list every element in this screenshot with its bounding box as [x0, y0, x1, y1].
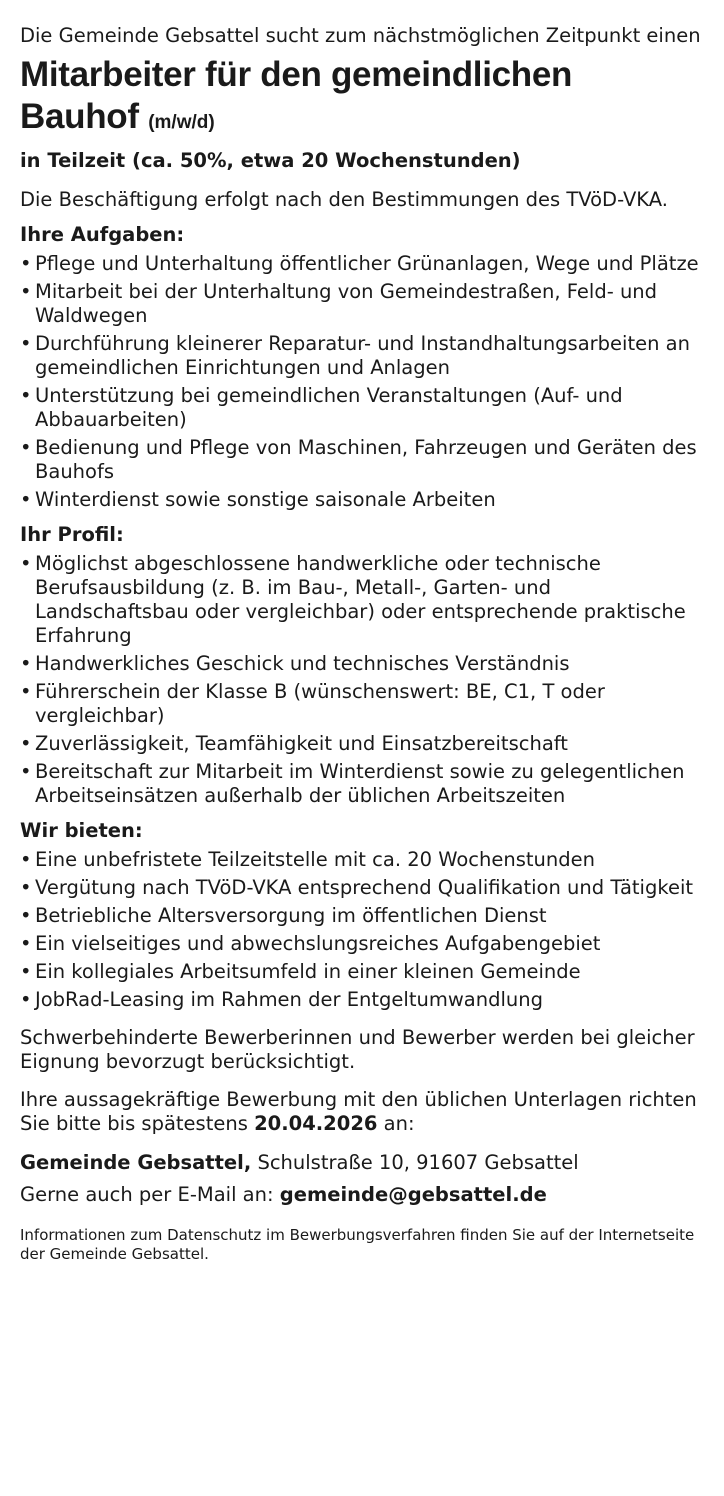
list-item: • Möglichst abgeschlossene handwerkliche oder technische Berufsausbildung (z. B. im Bau-, Metall-, Garten- und Landschaftsbau oder vergleichbar) oder entsprechende praktische Erfahrung	[20, 552, 708, 648]
job-title-line1: Mitarbeiter für den gemeindlichen	[20, 55, 573, 94]
application-text-end: an:	[383, 1112, 415, 1135]
application-text: Ihre aussagekräftige Bewerbung mit den üblichen Unterlagen richten Sie bitte bis spätestens	[20, 1088, 697, 1135]
list-item: • Führerschein der Klasse B (wünschenswert: BE, C1, T oder vergleichbar)	[20, 680, 708, 728]
intro-text: Die Gemeinde Gebsattel sucht zum nächstmöglichen Zeitpunkt einen	[20, 24, 701, 47]
application-deadline: 20.04.2026	[254, 1112, 378, 1135]
gender-suffix: (m/w/d)	[148, 112, 215, 133]
contact-email-line	[20, 1182, 708, 1208]
contact-name: Gemeinde Gebsattel,	[20, 1151, 252, 1174]
list-item: • Eine unbefristete Teilzeitstelle mit ca. 20 Wochenstunden	[20, 848, 708, 872]
tasks-heading: Ihre Aufgaben:	[20, 223, 185, 246]
list-item: • Bedienung und Pflege von Maschinen, Fahrzeugen und Geräten des Bauhofs	[20, 436, 708, 484]
list-item: • Handwerkliches Geschick und technisches Verständnis	[20, 652, 708, 676]
list-item: • Ein kollegiales Arbeitsumfeld in einer kleinen Gemeinde	[20, 960, 708, 984]
profile-heading: Ihr Profil:	[20, 523, 124, 546]
list-item: • Bereitschaft zur Mitarbeit im Winterdienst sowie zu gelegentlichen Arbeitseinsätzen außerhalb der üblichen Arbeitszeiten	[20, 760, 708, 808]
disability-note: Schwerbehinderte Bewerberinnen und Bewerber werden bei gleicher Eignung bevorzugt berücksichtigt.	[20, 1026, 695, 1073]
list-item: • Winterdienst sowie sonstige saisonale Arbeiten	[20, 488, 708, 512]
offer-heading: Wir bieten:	[20, 819, 143, 842]
list-item: • Unterstützung bei gemeindlichen Veranstaltungen (Auf- und Abbauarbeiten)	[20, 384, 708, 432]
list-item: • Mitarbeit bei der Unterhaltung von Gemeindestraßen, Feld- und Waldwegen	[20, 280, 708, 328]
job-title	[20, 54, 708, 144]
application-instructions	[20, 1088, 708, 1136]
offer-list	[20, 848, 708, 1012]
list-item: • Vergütung nach TVöD-VKA entsprechend Qualifikation und Tätigkeit	[20, 876, 708, 900]
list-item: • Betriebliche Altersversorgung im öffentlichen Dienst	[20, 904, 708, 928]
profile-list	[20, 552, 708, 808]
list-item: • JobRad-Leasing im Rahmen der Entgeltumwandlung	[20, 988, 708, 1012]
tasks-list	[20, 252, 708, 512]
list-item: • Ein vielseitiges und abwechslungsreiches Aufgabengebiet	[20, 932, 708, 956]
contact-address	[20, 1150, 708, 1176]
privacy-note: Informationen zum Datenschutz im Bewerbungsverfahren finden Sie auf der Internetseite der Gemeinde Gebsattel.	[20, 1226, 695, 1263]
contact-street: Schulstraße 10, 91607 Gebsattel	[257, 1151, 579, 1174]
email-prefix: Gerne auch per E-Mail an:	[20, 1183, 274, 1206]
job-subtitle: in Teilzeit (ca. 50%, etwa 20 Wochenstunden)	[20, 149, 521, 172]
email-address[interactable]: gemeinde@gebsattel.de	[279, 1183, 547, 1206]
list-item: • Zuverlässigkeit, Teamfähigkeit und Einsatzbereitschaft	[20, 732, 708, 756]
list-item: • Durchführung kleinerer Reparatur- und Instandhaltungsarbeiten an gemeindlichen Einrichtungen und Anlagen	[20, 332, 708, 380]
list-item: • Pflege und Unterhaltung öffentlicher Grünanlagen, Wege und Plätze	[20, 252, 708, 276]
employment-note: Die Beschäftigung erfolgt nach den Bestimmungen des TVöD-VKA.	[20, 188, 668, 211]
job-title-line2: Bauhof	[20, 97, 139, 136]
